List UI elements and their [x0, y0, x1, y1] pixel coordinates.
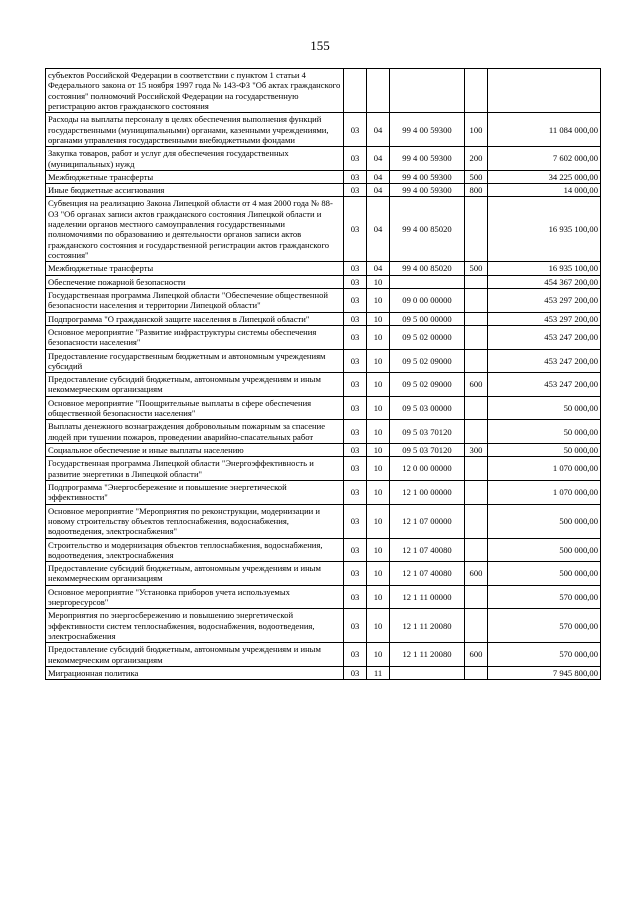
row-section-cell: 03	[344, 666, 367, 679]
table-row	[46, 420, 601, 444]
table-row	[46, 69, 601, 113]
row-article-cell: 09 5 02 00000	[390, 325, 465, 349]
table-row	[46, 373, 601, 397]
row-section-cell: 03	[344, 457, 367, 481]
row-article-cell: 09 5 03 70120	[390, 420, 465, 444]
row-sum-cell: 570 000,00	[488, 585, 601, 609]
row-subsection-cell: 10	[367, 562, 390, 586]
table-row	[46, 184, 601, 197]
row-expense-kind-cell	[465, 504, 488, 538]
row-section-cell: 03	[344, 197, 367, 262]
row-article-cell: 99 4 00 59300	[390, 113, 465, 147]
row-sum-cell: 453 297 200,00	[488, 312, 601, 325]
row-article-cell: 12 1 00 00000	[390, 480, 465, 504]
row-subsection-cell: 11	[367, 666, 390, 679]
row-section-cell: 03	[344, 396, 367, 420]
row-subsection-cell: 10	[367, 349, 390, 373]
table-row	[46, 562, 601, 586]
table-row	[46, 325, 601, 349]
row-name-cell: Социальное обеспечение и иные выплаты населению	[46, 444, 344, 457]
row-sum-cell: 453 247 200,00	[488, 349, 601, 373]
row-section-cell: 03	[344, 444, 367, 457]
row-section-cell: 03	[344, 538, 367, 562]
row-section-cell: 03	[344, 275, 367, 288]
row-article-cell	[390, 666, 465, 679]
row-subsection-cell: 10	[367, 480, 390, 504]
row-name-cell: Строительство и модернизация объектов теплоснабжения, водоснабжения, водоотведения, электроснабжения	[46, 538, 344, 562]
table-row	[46, 457, 601, 481]
row-section-cell: 03	[344, 113, 367, 147]
table-row	[46, 170, 601, 183]
row-sum-cell: 500 000,00	[488, 504, 601, 538]
row-subsection-cell: 10	[367, 643, 390, 667]
row-subsection-cell: 10	[367, 275, 390, 288]
row-expense-kind-cell	[465, 69, 488, 113]
table-row	[46, 197, 601, 262]
row-sum-cell: 1 070 000,00	[488, 480, 601, 504]
row-sum-cell: 500 000,00	[488, 538, 601, 562]
row-section-cell: 03	[344, 643, 367, 667]
row-expense-kind-cell: 600	[465, 562, 488, 586]
row-section-cell	[344, 69, 367, 113]
page-number: 155	[310, 38, 330, 53]
row-sum-cell: 7 602 000,00	[488, 147, 601, 171]
row-subsection-cell: 04	[367, 147, 390, 171]
row-name-cell: Предоставление государственным бюджетным и автономным учреждениям субсидий	[46, 349, 344, 373]
row-name-cell: Государственная программа Липецкой области "Энергоэффективность и развитие энергетики в Липецкой области"	[46, 457, 344, 481]
row-article-cell: 99 4 00 59300	[390, 184, 465, 197]
row-name-cell: Основное мероприятие "Развитие инфраструктуры системы обеспечения безопасности населения"	[46, 325, 344, 349]
row-sum-cell: 16 935 100,00	[488, 262, 601, 275]
row-name-cell: Предоставление субсидий бюджетным, автономным учреждениям и иным некоммерческим организациям	[46, 643, 344, 667]
row-name-cell: Межбюджетные трансферты	[46, 262, 344, 275]
table-row	[46, 609, 601, 643]
row-subsection-cell: 04	[367, 170, 390, 183]
table-row	[46, 288, 601, 312]
row-expense-kind-cell	[465, 420, 488, 444]
row-expense-kind-cell	[465, 197, 488, 262]
row-subsection-cell: 04	[367, 197, 390, 262]
table-row	[46, 312, 601, 325]
row-section-cell: 03	[344, 585, 367, 609]
table-row	[46, 147, 601, 171]
row-article-cell: 09 5 03 00000	[390, 396, 465, 420]
row-sum-cell: 14 000,00	[488, 184, 601, 197]
row-section-cell: 03	[344, 147, 367, 171]
row-expense-kind-cell: 500	[465, 170, 488, 183]
row-name-cell: Субвенция на реализацию Закона Липецкой области от 4 мая 2000 года № 88-ОЗ "Об органах записи актов гражданского состояния Липецкой области и наделении органов местного самоуправления государственными полномочиями по образованию и деятельности органов записи актов гражданского состояния и государственной регистрации актов гражданского состояния"	[46, 197, 344, 262]
row-expense-kind-cell	[465, 538, 488, 562]
row-name-cell: Предоставление субсидий бюджетным, автономным учреждениям и иным некоммерческим организациям	[46, 373, 344, 397]
row-sum-cell: 34 225 000,00	[488, 170, 601, 183]
row-expense-kind-cell	[465, 325, 488, 349]
row-article-cell: 12 1 11 00000	[390, 585, 465, 609]
table-row	[46, 444, 601, 457]
row-sum-cell: 453 297 200,00	[488, 288, 601, 312]
row-subsection-cell	[367, 69, 390, 113]
row-section-cell: 03	[344, 504, 367, 538]
row-sum-cell: 50 000,00	[488, 444, 601, 457]
row-section-cell: 03	[344, 262, 367, 275]
row-name-cell: Основное мероприятие "Мероприятия по реконструкции, модернизации и новому строительству объектов теплоснабжения, водоснабжения, водоотведения, электроснабжения"	[46, 504, 344, 538]
row-subsection-cell: 04	[367, 262, 390, 275]
row-expense-kind-cell	[465, 288, 488, 312]
row-name-cell: Основное мероприятие "Установка приборов учета используемых энергоресурсов"	[46, 585, 344, 609]
row-sum-cell: 16 935 100,00	[488, 197, 601, 262]
row-article-cell: 99 4 00 59300	[390, 147, 465, 171]
row-sum-cell: 11 084 000,00	[488, 113, 601, 147]
row-subsection-cell: 10	[367, 420, 390, 444]
row-name-cell: Подпрограмма "О гражданской защите населения в Липецкой области"	[46, 312, 344, 325]
row-expense-kind-cell	[465, 275, 488, 288]
table-row	[46, 480, 601, 504]
row-expense-kind-cell: 300	[465, 444, 488, 457]
row-expense-kind-cell	[465, 396, 488, 420]
row-sum-cell: 50 000,00	[488, 420, 601, 444]
row-expense-kind-cell	[465, 349, 488, 373]
row-sum-cell: 453 247 200,00	[488, 325, 601, 349]
row-name-cell: Обеспечение пожарной безопасности	[46, 275, 344, 288]
row-section-cell: 03	[344, 609, 367, 643]
row-article-cell: 09 5 02 09000	[390, 349, 465, 373]
row-name-cell: Подпрограмма "Энергосбережение и повышение энергетической эффективности"	[46, 480, 344, 504]
row-expense-kind-cell: 600	[465, 373, 488, 397]
row-section-cell: 03	[344, 325, 367, 349]
row-name-cell: Предоставление субсидий бюджетным, автономным учреждениям и иным некоммерческим организациям	[46, 562, 344, 586]
row-section-cell: 03	[344, 562, 367, 586]
row-subsection-cell: 10	[367, 288, 390, 312]
table-row	[46, 585, 601, 609]
row-article-cell: 12 1 07 00000	[390, 504, 465, 538]
row-subsection-cell: 10	[367, 396, 390, 420]
budget-table-body	[46, 69, 601, 680]
row-subsection-cell: 10	[367, 585, 390, 609]
row-name-cell: Закупка товаров, работ и услуг для обеспечения государственных (муниципальных) нужд	[46, 147, 344, 171]
row-subsection-cell: 04	[367, 184, 390, 197]
row-sum-cell: 570 000,00	[488, 643, 601, 667]
row-article-cell: 99 4 00 59300	[390, 170, 465, 183]
row-article-cell	[390, 69, 465, 113]
row-sum-cell: 500 000,00	[488, 562, 601, 586]
row-subsection-cell: 10	[367, 609, 390, 643]
row-section-cell: 03	[344, 480, 367, 504]
row-subsection-cell: 10	[367, 312, 390, 325]
row-article-cell: 12 1 11 20080	[390, 609, 465, 643]
row-sum-cell: 570 000,00	[488, 609, 601, 643]
row-article-cell: 09 5 03 70120	[390, 444, 465, 457]
row-name-cell: Государственная программа Липецкой области "Обеспечение общественной безопасности населения и территории Липецкой области"	[46, 288, 344, 312]
row-expense-kind-cell: 100	[465, 113, 488, 147]
row-subsection-cell: 10	[367, 504, 390, 538]
table-row	[46, 538, 601, 562]
row-expense-kind-cell	[465, 457, 488, 481]
row-subsection-cell: 10	[367, 457, 390, 481]
row-name-cell: Иные бюджетные ассигнования	[46, 184, 344, 197]
row-article-cell: 09 0 00 00000	[390, 288, 465, 312]
row-sum-cell: 1 070 000,00	[488, 457, 601, 481]
row-article-cell: 12 1 07 40080	[390, 562, 465, 586]
row-expense-kind-cell: 800	[465, 184, 488, 197]
budget-table	[45, 68, 601, 680]
row-name-cell: Выплаты денежного вознаграждения добровольным пожарным за спасение людей при тушении пожаров, проведении аварийно-спасательных работ	[46, 420, 344, 444]
row-sum-cell: 50 000,00	[488, 396, 601, 420]
row-name-cell: Миграционная политика	[46, 666, 344, 679]
row-article-cell: 99 4 00 85020	[390, 197, 465, 262]
row-section-cell: 03	[344, 349, 367, 373]
row-expense-kind-cell	[465, 312, 488, 325]
row-article-cell: 12 0 00 00000	[390, 457, 465, 481]
row-name-cell: субъектов Российской Федерации в соответствии с пунктом 1 статьи 4 Федерального закона от 15 ноября 1997 года № 143-ФЗ "Об актах гражданского состояния" полномочий Российской Федерации на государственную регистрацию актов гражданского состояния	[46, 69, 344, 113]
row-sum-cell: 454 367 200,00	[488, 275, 601, 288]
row-expense-kind-cell	[465, 609, 488, 643]
table-row	[46, 349, 601, 373]
row-subsection-cell: 04	[367, 113, 390, 147]
row-article-cell: 12 1 11 20080	[390, 643, 465, 667]
row-section-cell: 03	[344, 170, 367, 183]
row-article-cell	[390, 275, 465, 288]
row-expense-kind-cell	[465, 480, 488, 504]
table-row	[46, 396, 601, 420]
row-sum-cell	[488, 69, 601, 113]
row-sum-cell: 7 945 800,00	[488, 666, 601, 679]
table-row	[46, 643, 601, 667]
row-section-cell: 03	[344, 420, 367, 444]
row-article-cell: 99 4 00 85020	[390, 262, 465, 275]
row-expense-kind-cell	[465, 666, 488, 679]
row-name-cell: Межбюджетные трансферты	[46, 170, 344, 183]
row-subsection-cell: 10	[367, 538, 390, 562]
table-row	[46, 504, 601, 538]
table-row	[46, 113, 601, 147]
row-article-cell: 12 1 07 40080	[390, 538, 465, 562]
row-article-cell: 09 5 02 09000	[390, 373, 465, 397]
table-row	[46, 666, 601, 679]
row-section-cell: 03	[344, 184, 367, 197]
row-expense-kind-cell	[465, 585, 488, 609]
row-expense-kind-cell: 200	[465, 147, 488, 171]
row-name-cell: Основное мероприятие "Поощрительные выплаты в сфере обеспечения общественной безопасности населения"	[46, 396, 344, 420]
row-expense-kind-cell: 500	[465, 262, 488, 275]
row-section-cell: 03	[344, 373, 367, 397]
row-article-cell: 09 5 00 00000	[390, 312, 465, 325]
row-subsection-cell: 10	[367, 373, 390, 397]
row-name-cell: Расходы на выплаты персоналу в целях обеспечения выполнения функций государственными (муниципальными) органами, казенными учреждениями, органами управления государственными внебюджетными фондами	[46, 113, 344, 147]
row-section-cell: 03	[344, 288, 367, 312]
row-expense-kind-cell: 600	[465, 643, 488, 667]
table-row	[46, 275, 601, 288]
row-subsection-cell: 10	[367, 325, 390, 349]
row-subsection-cell: 10	[367, 444, 390, 457]
row-section-cell: 03	[344, 312, 367, 325]
row-sum-cell: 453 247 200,00	[488, 373, 601, 397]
table-row	[46, 262, 601, 275]
row-name-cell: Мероприятия по энергосбережению и повышению энергетической эффективности систем теплоснабжения, водоснабжения, водоотведения, электроснабжения	[46, 609, 344, 643]
